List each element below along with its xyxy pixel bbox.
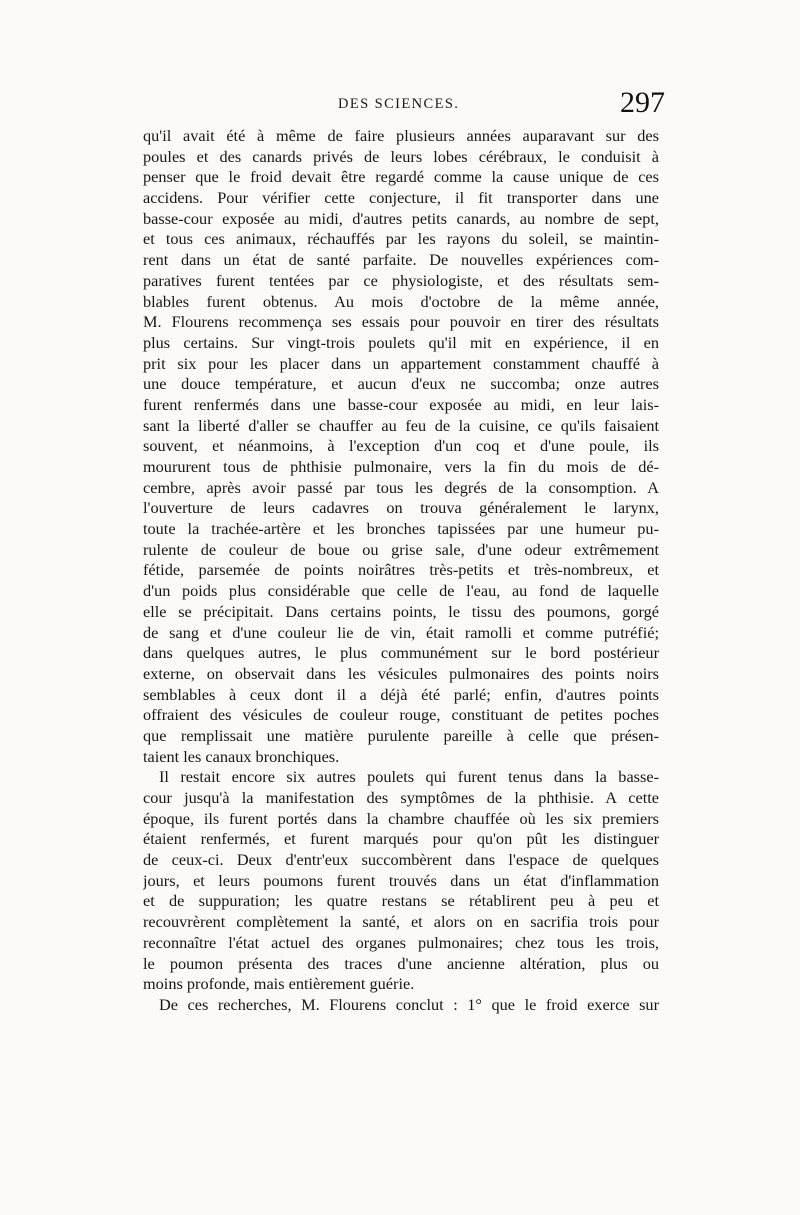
text-line: une douce température, et aucun d'eux ne succomba; onze autres: [143, 374, 659, 394]
text-line: reconnaître l'état actuel des organes pulmonaires; chez tous les trois,: [143, 932, 659, 952]
text-line: De ces recherches, M. Flourens conclut : 1° que le froid exerce sur: [159, 994, 659, 1014]
text-line: d'un poids plus considérable que celle de l'eau, au fond de laquelle: [143, 581, 659, 601]
text-line: plus certains. Sur vingt-trois poulets qu'il mit en expérience, il en: [143, 332, 659, 352]
text-line: offraient des vésicules de couleur rouge, constituant de petites poches: [143, 705, 659, 725]
text-line: cour jusqu'à la manifestation des symptômes de la phthisie. A cette: [143, 788, 659, 807]
text-line: sant la liberté d'aller se chauffer au feu de la cuisine, ce qu'ils faisaient: [143, 415, 659, 435]
text-line: époque, ils furent portés dans la chambre chauffée où les six premiers: [143, 808, 659, 828]
text-line: l'ouverture de leurs cadavres on trouva généralement le larynx,: [143, 498, 659, 518]
text-line: rent dans un état de santé parfaite. De nouvelles expériences com-: [143, 250, 659, 270]
text-line: externe, on observait dans les vésicules pulmonaires des points noirs: [143, 663, 659, 683]
text-line: rulente de couleur de boue ou grise sale, d'une odeur extrêmement: [143, 539, 659, 559]
running-head: DES SCIENCES.: [338, 96, 460, 112]
text-line: souvent, et néanmoins, à l'exception d'un coq et d'une poule, ils: [143, 436, 659, 456]
text-line: de ceux-ci. Deux d'entr'eux succombèrent dans l'espace de quelques: [143, 850, 659, 870]
text-line: que remplissait une matière purulente pareille à celle que présen-: [143, 725, 659, 745]
text-line: blables furent obtenus. Au mois d'octobre de la même année,: [143, 291, 659, 311]
text-line: semblables à ceux dont il a déjà été parlé; enfin, d'autres points: [143, 684, 659, 704]
text-line: taient les canaux bronchiques.: [143, 746, 340, 766]
text-line: poules et des canards privés de leurs lobes cérébraux, le conduisit à: [143, 146, 659, 166]
text-line: elle se précipitait. Dans certains points, le tissu des poumons, gorgé: [143, 601, 659, 621]
page-number: 297: [620, 86, 665, 119]
text-line: penser que le froid devait être regardé comme la cause unique de ces: [143, 167, 659, 187]
text-line: fétide, parsemée de points noirâtres très-petits et très-nombreux, et: [143, 560, 659, 580]
text-line: cembre, après avoir passé par tous les degrés de la consomption. A: [143, 477, 659, 497]
text-line: et de suppuration; les quatre restans se rétablirent peu à peu et: [143, 891, 659, 911]
text-line: M. Flourens recommença ses essais pour pouvoir en tirer des résultats: [143, 312, 659, 332]
text-line: jours, et leurs poumons furent trouvés dans un état d'inflammation: [143, 870, 659, 890]
text-line: recouvrèrent complètement la santé, et alors on en sacrifia trois pour: [143, 912, 659, 932]
text-line: basse-cour exposée au midi, d'autres petits canards, au nombre de sept,: [143, 208, 659, 228]
text-line: prit six pour les placer dans un appartement constamment chauffé à: [143, 353, 659, 373]
text-line: accidens. Pour vérifier cette conjecture, il fit transporter dans une: [143, 188, 659, 208]
text-line: toute la trachée-artère et les bronches tapissées par une humeur pu-: [143, 519, 659, 539]
text-line: paratives furent tentées par ce physiologiste, et des résultats sem-: [143, 270, 659, 290]
text-line: Il restait encore six autres poulets qui furent tenus dans la basse-: [159, 767, 659, 787]
text-line: moins profonde, mais entièrement guérie.: [143, 974, 415, 994]
text-line: de sang et d'une couleur lie de vin, était ramolli et comme putréfié;: [143, 622, 659, 642]
text-line: le poumon présenta des traces d'une ancienne altération, plus ou: [143, 953, 659, 973]
text-line: et tous ces animaux, réchauffés par les rayons du soleil, se maintin-: [143, 229, 659, 249]
page-header: [0, 86, 800, 126]
text-line: étaient renfermés, et furent marqués pour qu'on pût les distinguer: [143, 829, 659, 849]
body-text: [143, 126, 659, 1014]
text-line: moururent tous de phthisie pulmonaire, vers la fin du mois de dé-: [143, 457, 659, 476]
text-line: dans quelques autres, le plus communément sur le bord postérieur: [143, 643, 659, 663]
text-line: furent renfermés dans une basse-cour exposée au midi, en leur lais-: [143, 394, 659, 414]
text-line: qu'il avait été à même de faire plusieurs années auparavant sur des: [143, 126, 659, 145]
